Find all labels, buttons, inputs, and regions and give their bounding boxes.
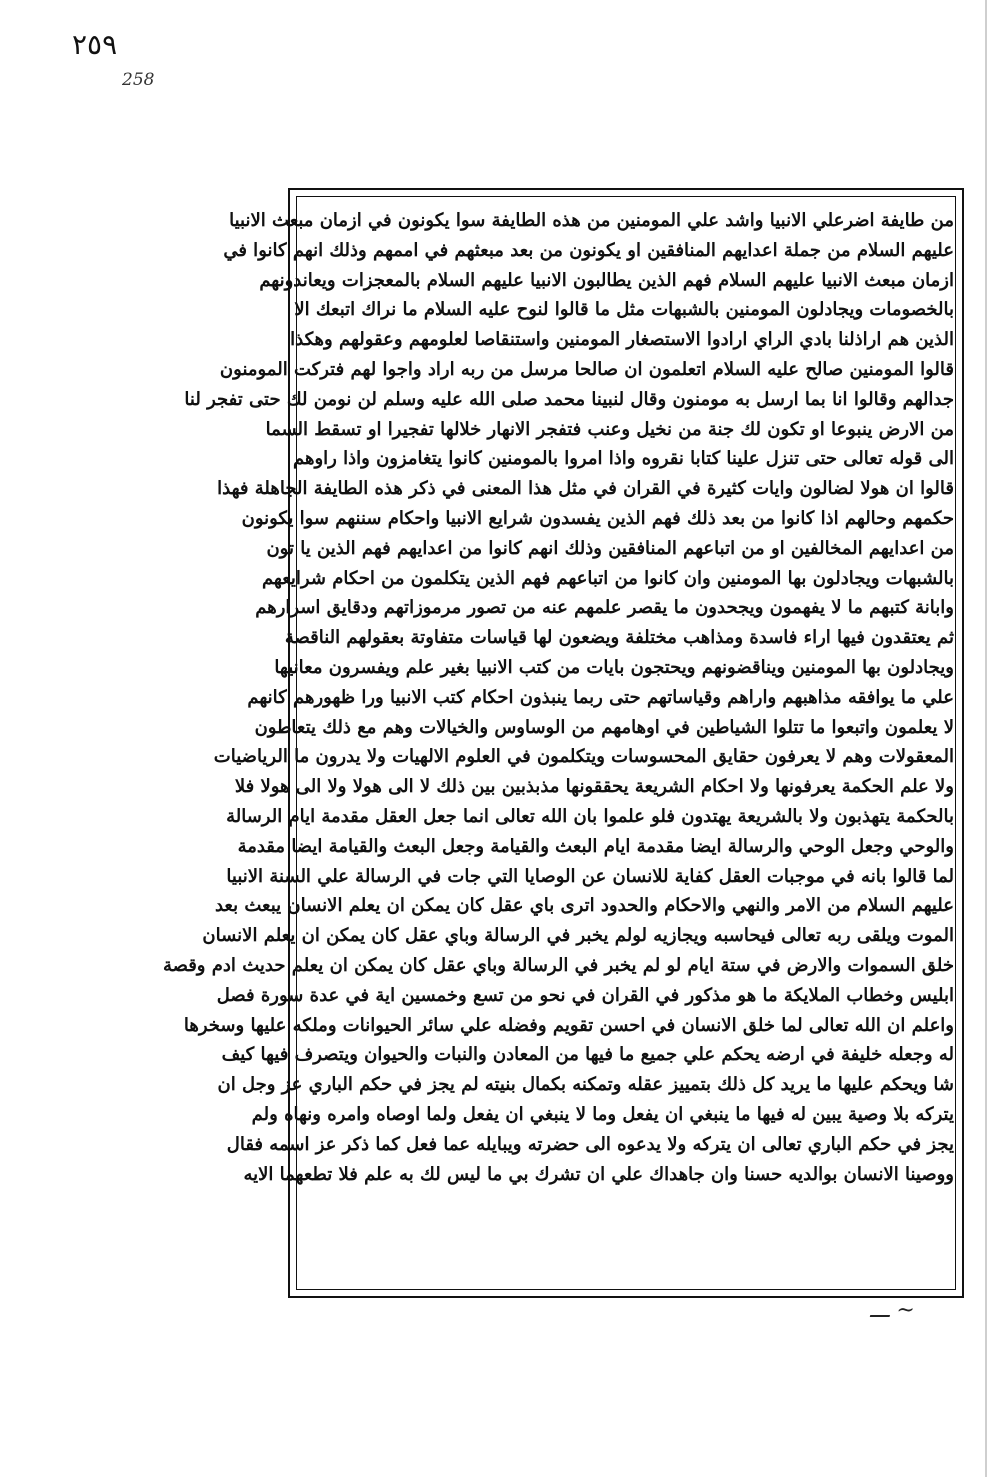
manuscript-line: ولا علم الحكمة يعرفونها ولا احكام الشريعة يحققونها مذبذبين بين ذلك لا الى هولا ولا الى هولا فلا: [234, 776, 954, 798]
manuscript-line: ازمان مبعث الانبيا عليهم السلام فهم الذين يطالبون الانبيا عليهم السلام بالمعجزات ويعاندونهم: [259, 269, 954, 291]
manuscript-line: عليهم السلام من الامر والنهي والاحكام والحدود اترى باي عقل كان يمكن ان يعلم الانسان يبعث بعد: [214, 895, 954, 917]
manuscript-line: والوحي وجعل الوحي والرسالة ايضا مقدمة ايام البعث والقيامة وجعل البعث والقيامة ايضا مقدمة: [237, 835, 954, 857]
pencil-folio-number: 258: [122, 70, 155, 90]
manuscript-line: الموت ويلقى ربه تعالى فيحاسبه ويجازيه لولم يخبر في الرسالة وباي عقل كان يمكن ان يعلم الانسان: [202, 925, 954, 947]
manuscript-line: من اعدايهم المخالفين او من اتباعهم المنافقين وذلك انهم كانوا من اعدايهم فهم الذين يا تون: [266, 537, 954, 559]
manuscript-line: حكمهم وحالهم اذا كانوا من بعد ذلك فهم الذين يفسدون شرايع الانبيا واحكام سننهم سوا يكونون: [241, 507, 954, 529]
manuscript-line: لما قالوا بانه في موجبات العقل كفاية للانسان عن الوصايا التي جات في الرسالة علي السنة الانبيا: [226, 865, 954, 887]
manuscript-line: وابانة كتبهم ما لا يفهمون ويجحدون ما يقصر علمهم عنه من تصور مرموزاتهم ودقايق اسرارهم: [255, 597, 954, 619]
manuscript-line: يتركه بلا وصية يبين له فيها ما ينبغي ان يفعل وما لا ينبغي ان يفعل ولما اوصاه وامره ونهاه ولم: [251, 1103, 954, 1125]
manuscript-line: لا يعلمون واتبعوا ما تتلوا الشياطين في اوهامهم من الوساوس والخيالات وهم مع ذلك يتعاطون: [254, 716, 954, 738]
page-edge: [985, 0, 987, 1477]
manuscript-line: علي ما يوافقه مذاهبهم واراهم وقياساتهم حتى ربما ينبذون احكام كتب الانبيا ورا ظهورهم كانهم: [247, 686, 954, 708]
footer-mark: ـــ ~: [870, 1298, 915, 1323]
manuscript-line: جدالهم وقالوا انا بما ارسل به مومنون وقال لنبينا محمد صلى الله عليه وسلم لن نومن لك حتى تفجر لنا: [184, 388, 954, 410]
manuscript-line: ابليس وخطاب الملايكة ما هو مذكور في القران في نحو من تسع وخمسين اية في عدة سورة فصل: [216, 984, 954, 1006]
folio-number: ۲٥٩: [72, 28, 118, 61]
manuscript-line: خلق السموات والارض في ستة ايام لو لم يخبر في الرسالة وباي عقل كان يمكن ان يعلم حديث ادم وقصة: [162, 954, 954, 976]
manuscript-text: [162, 206, 954, 1282]
manuscript-line: ووصينا الانسان بوالديه حسنا وان جاهداك علي ان تشرك بي ما ليس لك به علم فلا تطعهما الايه: [243, 1163, 954, 1185]
manuscript-line: قالوا المومنين صالح عليه السلام اتعلمون ان صالحا مرسل من ربه اراد واجوا لهم فتركت المومنون: [219, 358, 954, 380]
manuscript-line: شا ويحكم عليها ما يريد كل ذلك بتمييز عقله وتمكنه بكمال بنيته لم يجز في حكم الباري عز وجل ان: [217, 1074, 954, 1096]
manuscript-line: ويجادلون بها المومنين ويناقضونهم ويحتجون بايات من كتب الانبيا بغير علم ويفسرون معانيها: [274, 656, 954, 678]
manuscript-line: يجز في حكم الباري تعالى ان يتركه ولا يدعوه الى حضرته ويبايله عما فعل كما ذكر عز اسمه فقال: [226, 1133, 954, 1155]
manuscript-line: من الارض ينبوعا او تكون لك جنة من نخيل وعنب فتفجر الانهار خلالها تفجيرا او تسقط السما: [265, 418, 954, 440]
manuscript-line: الذين هم اراذلنا بادي الراي ارادوا الاستصغار المومنين واستنقاصا لعلومهم وعقولهم وهكذا: [290, 329, 954, 351]
manuscript-line: قالوا ان هولا لضالون وايات كثيرة في القران في مثل هذا المعنى في ذكر هذه الطايفة الجاهلة فهذا: [217, 478, 954, 500]
manuscript-line: من طايفة اضرعلي الانبيا واشد علي المومنين من هذه الطايفة سوا يكونون في ازمان مبعث الانبيا: [229, 210, 954, 231]
manuscript-line: له وجعله خليفة في ارضه يحكم علي جميع ما فيها من المعادن والنبات والحيوان ويتصرف فيها كيف: [221, 1044, 954, 1066]
manuscript-line: بالحكمة يتهذبون ولا بالشريعة يهتدون فلو علموا بان الله تعالى انما جعل العقل مقدمة ايام الرسالة: [226, 805, 954, 827]
manuscript-line: ثم يعتقدون فيها اراء فاسدة ومذاهب مختلفة ويضعون لها قياسات متفاوتة بعقولهم الناقصة: [284, 627, 954, 649]
manuscript-line: واعلم ان الله تعالى لما خلق الانسان في احسن تقويم وفضله علي سائر الحيوانات وملكه عليها وسخرها: [183, 1014, 954, 1036]
manuscript-line: المعقولات وهم لا يعرفون حقايق المحسوسات ويتكلمون في العلوم الالهيات ولا يدرون ما الرياضيات: [213, 746, 954, 768]
manuscript-line: الى قوله تعالى حتى تنزل علينا كتابا نقروه واذا امروا بالمومنين كانوا يتغامزون واذا راوهم: [292, 448, 954, 470]
manuscript-line: بالشبهات ويجادلون بها المومنين وان كانوا من اتباعهم فهم الذين يتكلمون من احكام شرايعهم: [261, 567, 954, 589]
manuscript-line: عليهم السلام من جملة اعدايهم المنافقين او يكونون من بعد مبعثهم في اممهم وذلك انهم كانوا في: [223, 239, 954, 261]
manuscript-line: بالخصومات ويجادلون المومنين بالشبهات مثل ما قالوا لنوح عليه السلام ما نراك اتبعك الا: [294, 299, 954, 321]
